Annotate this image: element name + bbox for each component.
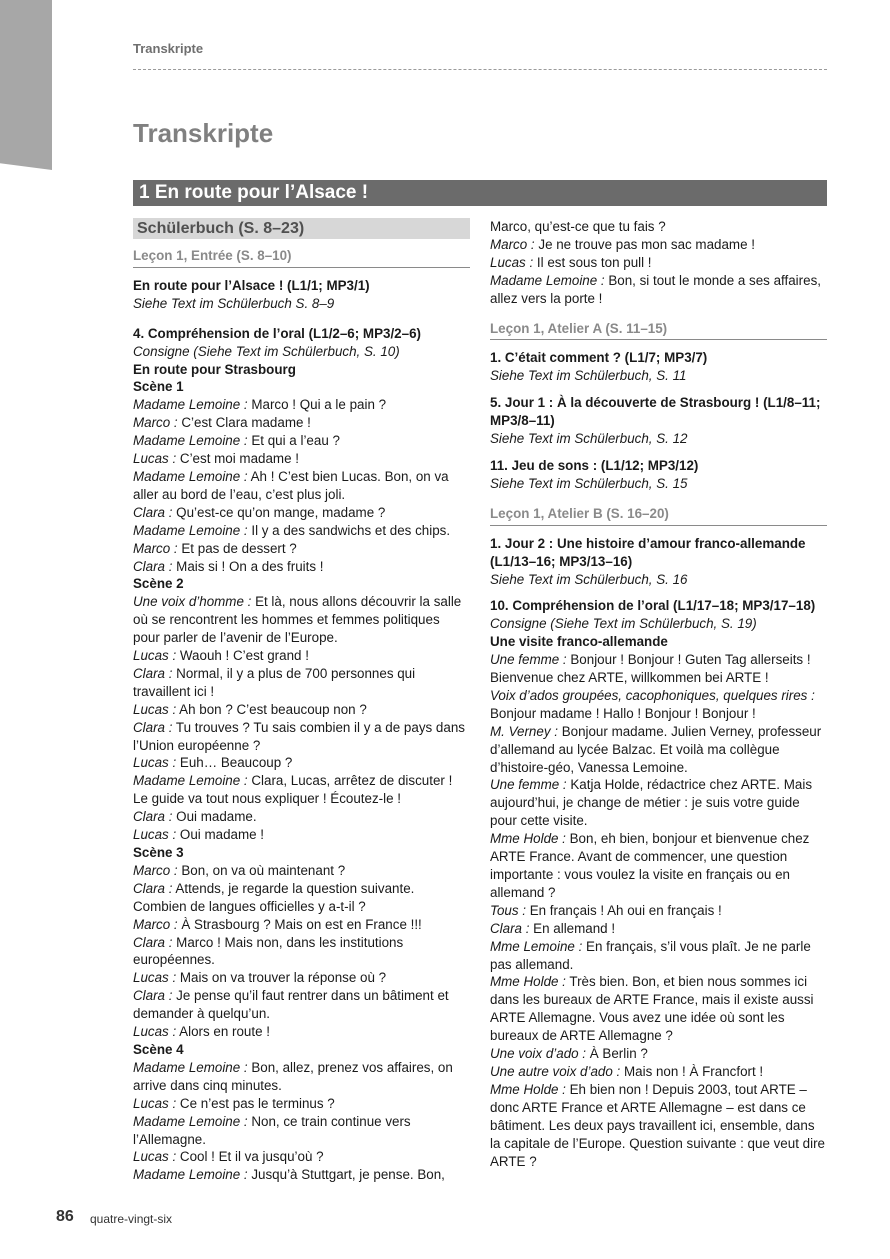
item-title: 4. Compréhension de l’oral (L1/2–6; MP3/2–6) [133, 325, 421, 341]
dialogue-line [133, 450, 470, 468]
speaker: Clara : [133, 988, 173, 1004]
scene-heading: Scène 1 [133, 379, 184, 395]
speech: Tu trouves ? Tu sais combien il y a de pays dans l’Union européenne ? [133, 719, 465, 753]
speaker: Mme Lemoine : [490, 938, 583, 954]
dialogue-line [490, 938, 827, 974]
speech: Ce n’est pas le terminus ? [176, 1095, 335, 1111]
dialogue-line [133, 647, 470, 665]
page-edge-tab [0, 0, 52, 170]
speech: Katja Holde, rédactrice chez ARTE. Mais aujourd’hui, je change de métier : je suis votre guide pour cette visite. [490, 777, 813, 829]
lesson-heading: Leçon 1, Atelier B (S. 16–20) [490, 505, 827, 526]
dialogue-line [490, 920, 827, 938]
item-subtitle: Une visite franco-allemande [490, 634, 668, 650]
dialogue-line [133, 862, 470, 880]
speaker: Lucas : [133, 1149, 177, 1165]
dialogue-line [133, 826, 470, 844]
item-note: Siehe Text im Schülerbuch, S. 12 [490, 431, 688, 447]
speech: Ah bon ? C’est beaucoup non ? [176, 701, 367, 717]
speech: Je pense qu’il faut rentrer dans un bâtiment et demander à quelqu’un. [133, 988, 449, 1022]
page-title: Transkripte [133, 118, 274, 148]
speaker: Lucas : [133, 970, 177, 986]
speech: Marco ! Qui a le pain ? [247, 397, 387, 413]
speaker: Madame Lemoine : [133, 468, 248, 484]
item-title: 10. Compréhension de l’oral (L1/17–18; MP3/17–18) [490, 598, 816, 614]
speech: Il est sous ton pull ! [533, 254, 652, 270]
speech: Je ne trouve pas mon sac madame ! [534, 236, 755, 252]
dialogue-line [133, 593, 470, 647]
speaker: Lucas : [133, 1095, 177, 1111]
section-heading: Schülerbuch (S. 8–23) [133, 218, 470, 239]
dialogue-line [133, 969, 470, 987]
dialogue-line [133, 934, 470, 970]
item-title: En route pour l’Alsace ! (L1/1; MP3/1) [133, 277, 370, 293]
speech: Et qui a l’eau ? [247, 433, 340, 449]
dialogue-line [133, 540, 470, 558]
dialogue-line [490, 830, 827, 902]
dialogue-line [133, 772, 470, 808]
speaker: Madame Lemoine : [133, 1059, 248, 1075]
item-subtitle: En route pour Strasbourg [133, 361, 296, 377]
speaker: Clara : [133, 880, 173, 896]
speaker: Lucas : [133, 1024, 177, 1040]
dialogue-line [133, 522, 470, 540]
dialogue-line [133, 1148, 470, 1166]
speaker: Lucas : [133, 648, 177, 664]
speaker: Madame Lemoine : [133, 773, 248, 789]
dialogue-line [490, 272, 827, 308]
speaker: Lucas : [133, 755, 177, 771]
chapter-bar: 1 En route pour l’Alsace ! [133, 180, 827, 206]
speech: Oui madame ! [176, 827, 265, 843]
speech: Non, ce train continue vers l’Allemagne. [133, 1113, 411, 1147]
dialogue-line [133, 1095, 470, 1113]
lesson-heading: Leçon 1, Entrée (S. 8–10) [133, 247, 470, 268]
speech: Bonjour madame. Julien Verney, professeur d’allemand au lycée Balzac. Et voilà ma collègue d’histoire-géo, Vanessa Lemoine. [490, 723, 822, 775]
speaker: Madame Lemoine : [490, 272, 605, 288]
dialogue-line [490, 1081, 827, 1171]
dialogue-line [133, 808, 470, 826]
speaker: Une voix d’homme : [133, 594, 252, 610]
speech: Jusqu’à Stuttgart, je pense. Bon, [247, 1167, 445, 1183]
item-note: Siehe Text im Schülerbuch, S. 16 [490, 571, 688, 587]
item-note: Consigne (Siehe Text im Schülerbuch, S. 10) [133, 343, 400, 359]
dashed-divider [133, 69, 827, 70]
speaker: Une autre voix d’ado : [490, 1063, 621, 1079]
scene-heading: Scène 2 [133, 576, 184, 592]
speech: Normal, il y a plus de 700 personnes qui travaillent ici ! [133, 665, 416, 699]
item-title: 5. Jour 1 : À la découverte de Strasbourg ! (L1/8–11; MP3/8–11) [490, 395, 821, 429]
item-title: 1. C’était comment ? (L1/7; MP3/7) [490, 350, 708, 366]
item-note: Siehe Text im Schülerbuch, S. 15 [490, 475, 688, 491]
speaker: Une femme : [490, 777, 567, 793]
dialogue-line [490, 1063, 827, 1081]
speech: En français ! Ah oui en français ! [525, 902, 722, 918]
dialogue-line [133, 1059, 470, 1095]
speech: C’est moi madame ! [176, 451, 299, 467]
dialogue-line [490, 723, 827, 777]
left-column [133, 218, 470, 1184]
speaker: Une femme : [490, 652, 567, 668]
speech: Bon, allez, prenez vos affaires, on arrive dans cinq minutes. [133, 1059, 453, 1093]
speaker: Lucas : [490, 254, 534, 270]
speech: Clara, Lucas, arrêtez de discuter ! Le guide va tout nous expliquer ! Écoutez-le ! [133, 773, 453, 807]
item-note: Siehe Text im Schülerbuch S. 8–9 [133, 295, 335, 311]
speaker: Marco : [133, 415, 178, 431]
speech: Bon, si tout le monde a ses affaires, allez vers la porte ! [490, 272, 821, 306]
speaker: Clara : [133, 719, 173, 735]
speech: Ah ! C’est bien Lucas. Bon, on va aller au bord de l’eau, c’est plus joli. [133, 468, 449, 502]
speech: Marco ! Mais non, dans les institutions européennes. [133, 934, 404, 968]
speech: Mais non ! À Francfort ! [620, 1063, 764, 1079]
dialogue-line [133, 558, 470, 576]
lesson-heading: Leçon 1, Atelier A (S. 11–15) [490, 320, 827, 341]
speaker: Marco : [133, 540, 178, 556]
speech: C’est Clara madame ! [177, 415, 311, 431]
speaker: Lucas : [133, 827, 177, 843]
right-column [490, 218, 827, 1170]
speaker: Clara : [133, 665, 173, 681]
speaker: Tous : [490, 902, 526, 918]
speech: Oui madame. [172, 809, 257, 825]
speaker: Madame Lemoine : [133, 433, 248, 449]
speaker: Mme Holde : [490, 1081, 566, 1097]
speaker: Lucas : [133, 701, 177, 717]
dialogue-line [133, 468, 470, 504]
speech: Eh bien non ! Depuis 2003, tout ARTE – donc ARTE France et ARTE Allemagne – est dans ce bâtiment. Les deux pays travaillent ici, ensemble, dans la capitale de l’Europe. Question suivante : que veut dire ARTE ? [490, 1081, 825, 1169]
speaker: Marco : [490, 236, 535, 252]
speaker: Clara : [490, 920, 530, 936]
speaker: Clara : [133, 809, 173, 825]
speaker: M. Verney : [490, 723, 558, 739]
dialogue-line [133, 701, 470, 719]
dialogue-line [133, 880, 470, 916]
dialogue-line [133, 719, 470, 755]
dialogue-line [133, 754, 470, 772]
speaker: Une voix d’ado : [490, 1046, 587, 1062]
speech: Euh… Beaucoup ? [176, 755, 293, 771]
dialogue-line [490, 687, 827, 723]
speaker: Mme Holde : [490, 974, 566, 990]
item-title: 11. Jeu de sons : (L1/12; MP3/12) [490, 457, 699, 473]
speaker: Madame Lemoine : [133, 522, 248, 538]
speech: Cool ! Et il va jusqu’où ? [176, 1149, 324, 1165]
running-head: Transkripte [133, 41, 204, 56]
speech: Bonjour madame ! Hallo ! Bonjour ! Bonjour ! [490, 705, 756, 721]
dialogue-line [490, 651, 827, 687]
dialogue-line [490, 1045, 827, 1063]
dialogue-line [133, 1166, 470, 1184]
speech: Attends, je regarde la question suivante. Combien de langues officielles y a-t-il ? [133, 880, 415, 914]
speech: Et pas de dessert ? [177, 540, 297, 556]
dialogue-line [133, 1023, 470, 1041]
page-number-words: quatre-vingt-six [90, 1212, 173, 1226]
speech: Qu’est-ce qu’on mange, madame ? [172, 504, 386, 520]
dialogue-line [133, 1113, 470, 1149]
speech: Et là, nous allons découvrir la salle où se rencontrent les hommes et femmes politiques pour parler de l’avenir de l’Europe. [133, 594, 462, 646]
item-note: Siehe Text im Schülerbuch, S. 11 [490, 368, 687, 384]
page-number: 86 [56, 1208, 74, 1225]
speech: Waouh ! C’est grand ! [176, 648, 309, 664]
speech: Mais si ! On a des fruits ! [172, 558, 324, 574]
dialogue-line [133, 432, 470, 450]
dialogue-line [133, 396, 470, 414]
item-title: 1. Jour 2 : Une histoire d’amour franco-allemande (L1/13–16; MP3/13–16) [490, 535, 806, 569]
dialogue-line: Marco, qu’est-ce que tu fais ? [490, 219, 666, 234]
speaker: Madame Lemoine : [133, 397, 248, 413]
speaker: Madame Lemoine : [133, 1167, 248, 1183]
speaker: Marco : [133, 916, 178, 932]
dialogue-line [133, 504, 470, 522]
item-note: Consigne (Siehe Text im Schülerbuch, S. 19) [490, 616, 757, 632]
speech: À Strasbourg ? Mais on est en France !!! [177, 916, 422, 932]
dialogue-line [490, 236, 827, 254]
speaker: Lucas : [133, 451, 177, 467]
scene-heading: Scène 4 [133, 1041, 184, 1057]
speaker: Clara : [133, 504, 173, 520]
speech: Bon, eh bien, bonjour et bienvenue chez ARTE France. Avant de commencer, une question importante : vous voulez la visite en français ou en allemand ? [490, 831, 810, 900]
speech: Très bien. Bon, et bien nous sommes ici dans les bureaux de ARTE France, mais il existe aussi ARTE Allemagne. Vous avez une idée où sont les bureaux de ARTE Allemagne ? [490, 974, 814, 1044]
speaker: Voix d’ados groupées, cacophoniques, quelques rires : [490, 687, 815, 703]
speaker: Clara : [133, 558, 173, 574]
speaker: Mme Holde : [490, 831, 566, 847]
speech: À Berlin ? [586, 1046, 648, 1062]
speech: Bonjour ! Bonjour ! Guten Tag allerseits ! Bienvenue chez ARTE, willkommen bei ARTE ! [490, 652, 811, 686]
dialogue-line [133, 665, 470, 701]
speech: Bon, on va où maintenant ? [177, 862, 346, 878]
dialogue-line [133, 414, 470, 432]
speech: En allemand ! [529, 920, 616, 936]
scene-heading: Scène 3 [133, 845, 184, 860]
dialogue-line [490, 254, 827, 272]
speech: Mais on va trouver la réponse où ? [176, 970, 387, 986]
speech: En français, s’il vous plaît. Je ne parle pas allemand. [490, 938, 811, 972]
dialogue-line [133, 916, 470, 934]
speaker: Clara : [133, 934, 173, 950]
dialogue-line [133, 987, 470, 1023]
dialogue-line [490, 973, 827, 1045]
dialogue-line [490, 902, 827, 920]
speech: Il y a des sandwichs et des chips. [247, 522, 451, 538]
dialogue-line [490, 776, 827, 830]
speech: Alors en route ! [176, 1024, 270, 1040]
speaker: Marco : [133, 862, 178, 878]
speaker: Madame Lemoine : [133, 1113, 248, 1129]
